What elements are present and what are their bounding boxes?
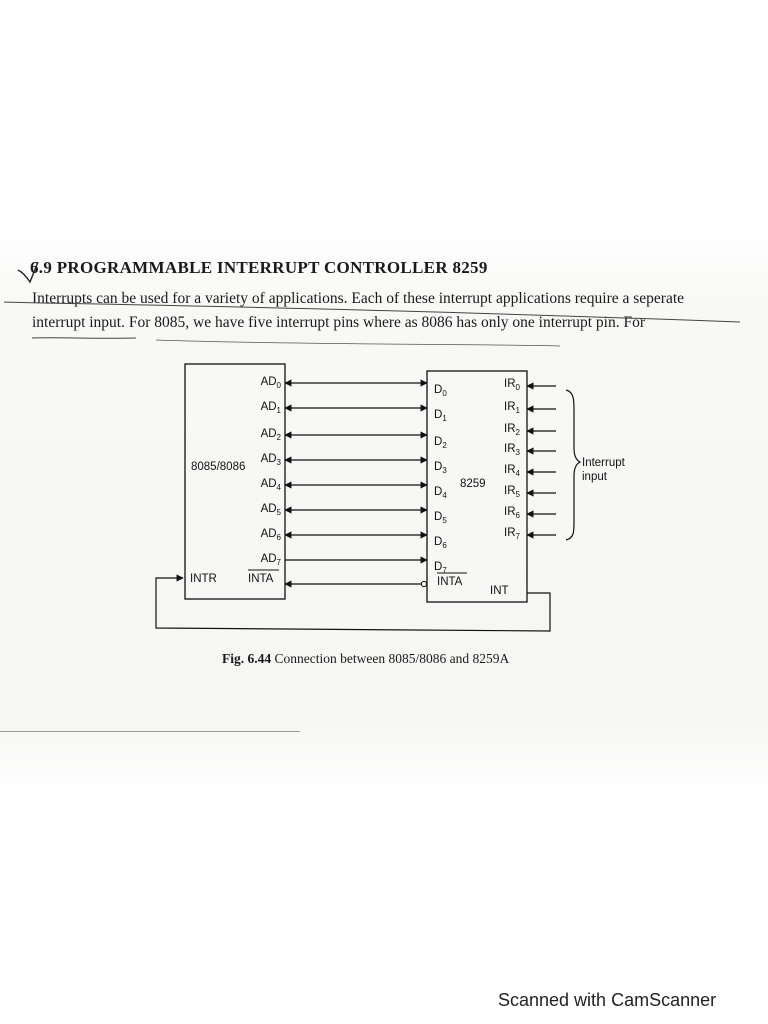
interrupt-input-brace — [566, 390, 580, 540]
pic-pin-ir4: $IR_4$ — [504, 464, 520, 478]
intr-label: INTR — [190, 573, 217, 585]
figure-caption-text: Connection between 8085/8086 and 8259A — [274, 651, 510, 666]
pic-pin-ir0: $IR_0$ — [504, 378, 520, 392]
cpu-pin-ad0: $AD_0$ — [260, 376, 281, 390]
page-rule — [0, 731, 300, 732]
pic-pin-d4: $D_4$ — [434, 486, 447, 500]
pic-label: 8259 — [460, 478, 486, 490]
pen-underline-2 — [32, 338, 136, 339]
pic-pin-ir7: $IR_7$ — [504, 527, 520, 541]
pic-pin-d2: $D_2$ — [434, 436, 447, 450]
camscanner-watermark: Scanned with CamScanner — [498, 990, 717, 1010]
figure-number: Fig. 6.44 — [222, 651, 272, 666]
pen-tick-mark — [18, 262, 38, 282]
pic-pin-d0: $D_0$ — [434, 384, 447, 398]
cpu-pin-labels — [261, 376, 282, 567]
cpu-label: 8085/8086 — [191, 461, 246, 473]
int-label: INT — [490, 585, 509, 597]
cpu-pin-ad2: $AD_2$ — [260, 428, 281, 442]
section-title: PROGRAMMABLE INTERRUPT CONTROLLER 8259 — [56, 258, 488, 277]
pic-pin-ir1: $IR_1$ — [504, 401, 520, 415]
inta-bubble — [421, 581, 426, 586]
pic-inta-label: INTA — [437, 576, 463, 588]
ir-pin-labels — [504, 378, 521, 541]
ir-input-arrows — [527, 386, 556, 535]
cpu-pin-ad3: $AD_3$ — [260, 453, 281, 467]
pic-pin-labels — [434, 384, 447, 575]
pic-pin-d6: $D_6$ — [434, 536, 447, 550]
section-number: 6.9 — [30, 258, 53, 277]
cpu-pin-ad5: $AD_5$ — [260, 503, 281, 517]
pic-pin-d1: $D_1$ — [434, 409, 447, 423]
pic-pin-ir3: $IR_3$ — [504, 443, 520, 457]
pic-pin-ir6: $IR_6$ — [504, 506, 520, 520]
data-bus-lines — [285, 383, 427, 560]
brace-label-line2: input — [582, 471, 607, 483]
pic-pin-d3: $D_3$ — [434, 461, 447, 475]
cpu-pin-ad4: $AD_4$ — [260, 478, 281, 492]
figure-caption — [222, 651, 509, 667]
pic-pin-ir5: $IR_5$ — [504, 485, 520, 499]
paragraph-line-2: interrupt input. For 8085, we have five interrupt pins where as 8086 has only one interrupt pin. For — [32, 314, 645, 331]
cpu-pin-ad6: $AD_6$ — [260, 528, 281, 542]
pen-underline-1 — [4, 302, 740, 322]
pic-pin-d7: $D_7$ — [434, 561, 447, 575]
paragraph-line-1: Interrupts can be used for a variety of applications. Each of these interrupt applications require a seperate — [32, 290, 685, 307]
cpu-pin-ad7: $AD_7$ — [260, 553, 281, 567]
pic-pin-d5: $D_5$ — [434, 511, 447, 525]
pen-underline-3 — [156, 340, 560, 346]
cpu-inta-label: INTA — [248, 573, 274, 585]
pic-pin-ir2: $IR_2$ — [504, 423, 520, 437]
brace-label-line1: Interrupt — [582, 457, 625, 469]
cpu-pin-ad1: $AD_1$ — [260, 401, 281, 415]
